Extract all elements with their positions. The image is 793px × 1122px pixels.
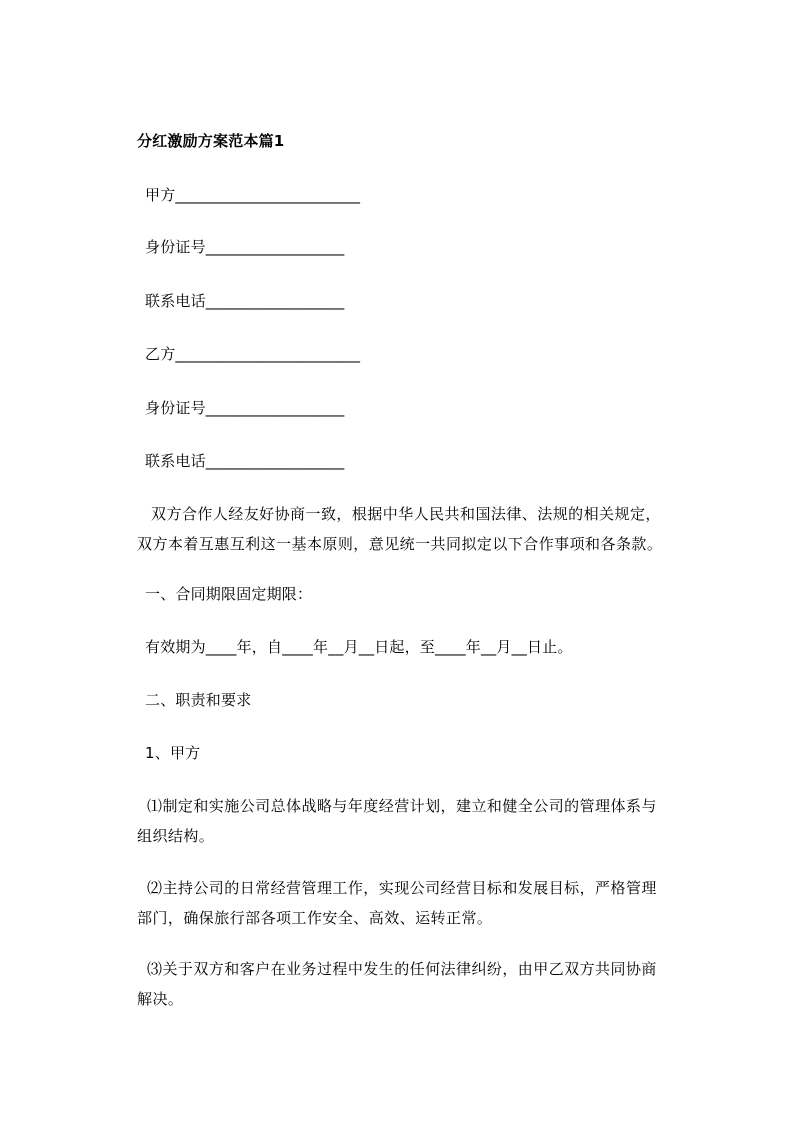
section-1-heading: 一、合同期限固定期限： bbox=[145, 585, 313, 603]
document-title: 分红激励方案范本篇1 bbox=[137, 132, 285, 150]
intro-paragraph: 双方合作人经友好协商一致，根据中华人民共和国法律、法规的相关规定，双方本着互惠互利这一基本原则，意见统一共同拟定以下合作事项和各条款。 bbox=[137, 505, 663, 553]
sub-heading-party-a: 1、甲方 bbox=[145, 744, 201, 762]
party-b-phone-field: 联系电话__________________ bbox=[145, 452, 345, 470]
party-a-id-field: 身份证号__________________ bbox=[145, 238, 345, 256]
clause-1: ⑴制定和实施公司总体战略与年度经营计划，建立和健全公司的管理体系与组织结构。 bbox=[137, 797, 657, 845]
party-b-id-field: 身份证号__________________ bbox=[145, 399, 345, 417]
party-b-name-field: 乙方________________________ bbox=[145, 345, 361, 363]
section-2-heading: 二、职责和要求 bbox=[145, 691, 252, 709]
clause-2: ⑵主持公司的日常经营管理工作，实现公司经营目标和发展目标，严格管理部门，确保旅行部各项工作安全、高效、运转正常。 bbox=[137, 879, 657, 927]
clause-3: ⑶关于双方和客户在业务过程中发生的任何法律纠纷，由甲乙双方共同协商解决。 bbox=[137, 960, 657, 1008]
party-a-phone-field: 联系电话__________________ bbox=[145, 292, 345, 310]
validity-period-line: 有效期为____年，自____年__月__日起，至____年__月__日止。 bbox=[145, 638, 573, 656]
party-a-name-field: 甲方________________________ bbox=[145, 186, 361, 204]
